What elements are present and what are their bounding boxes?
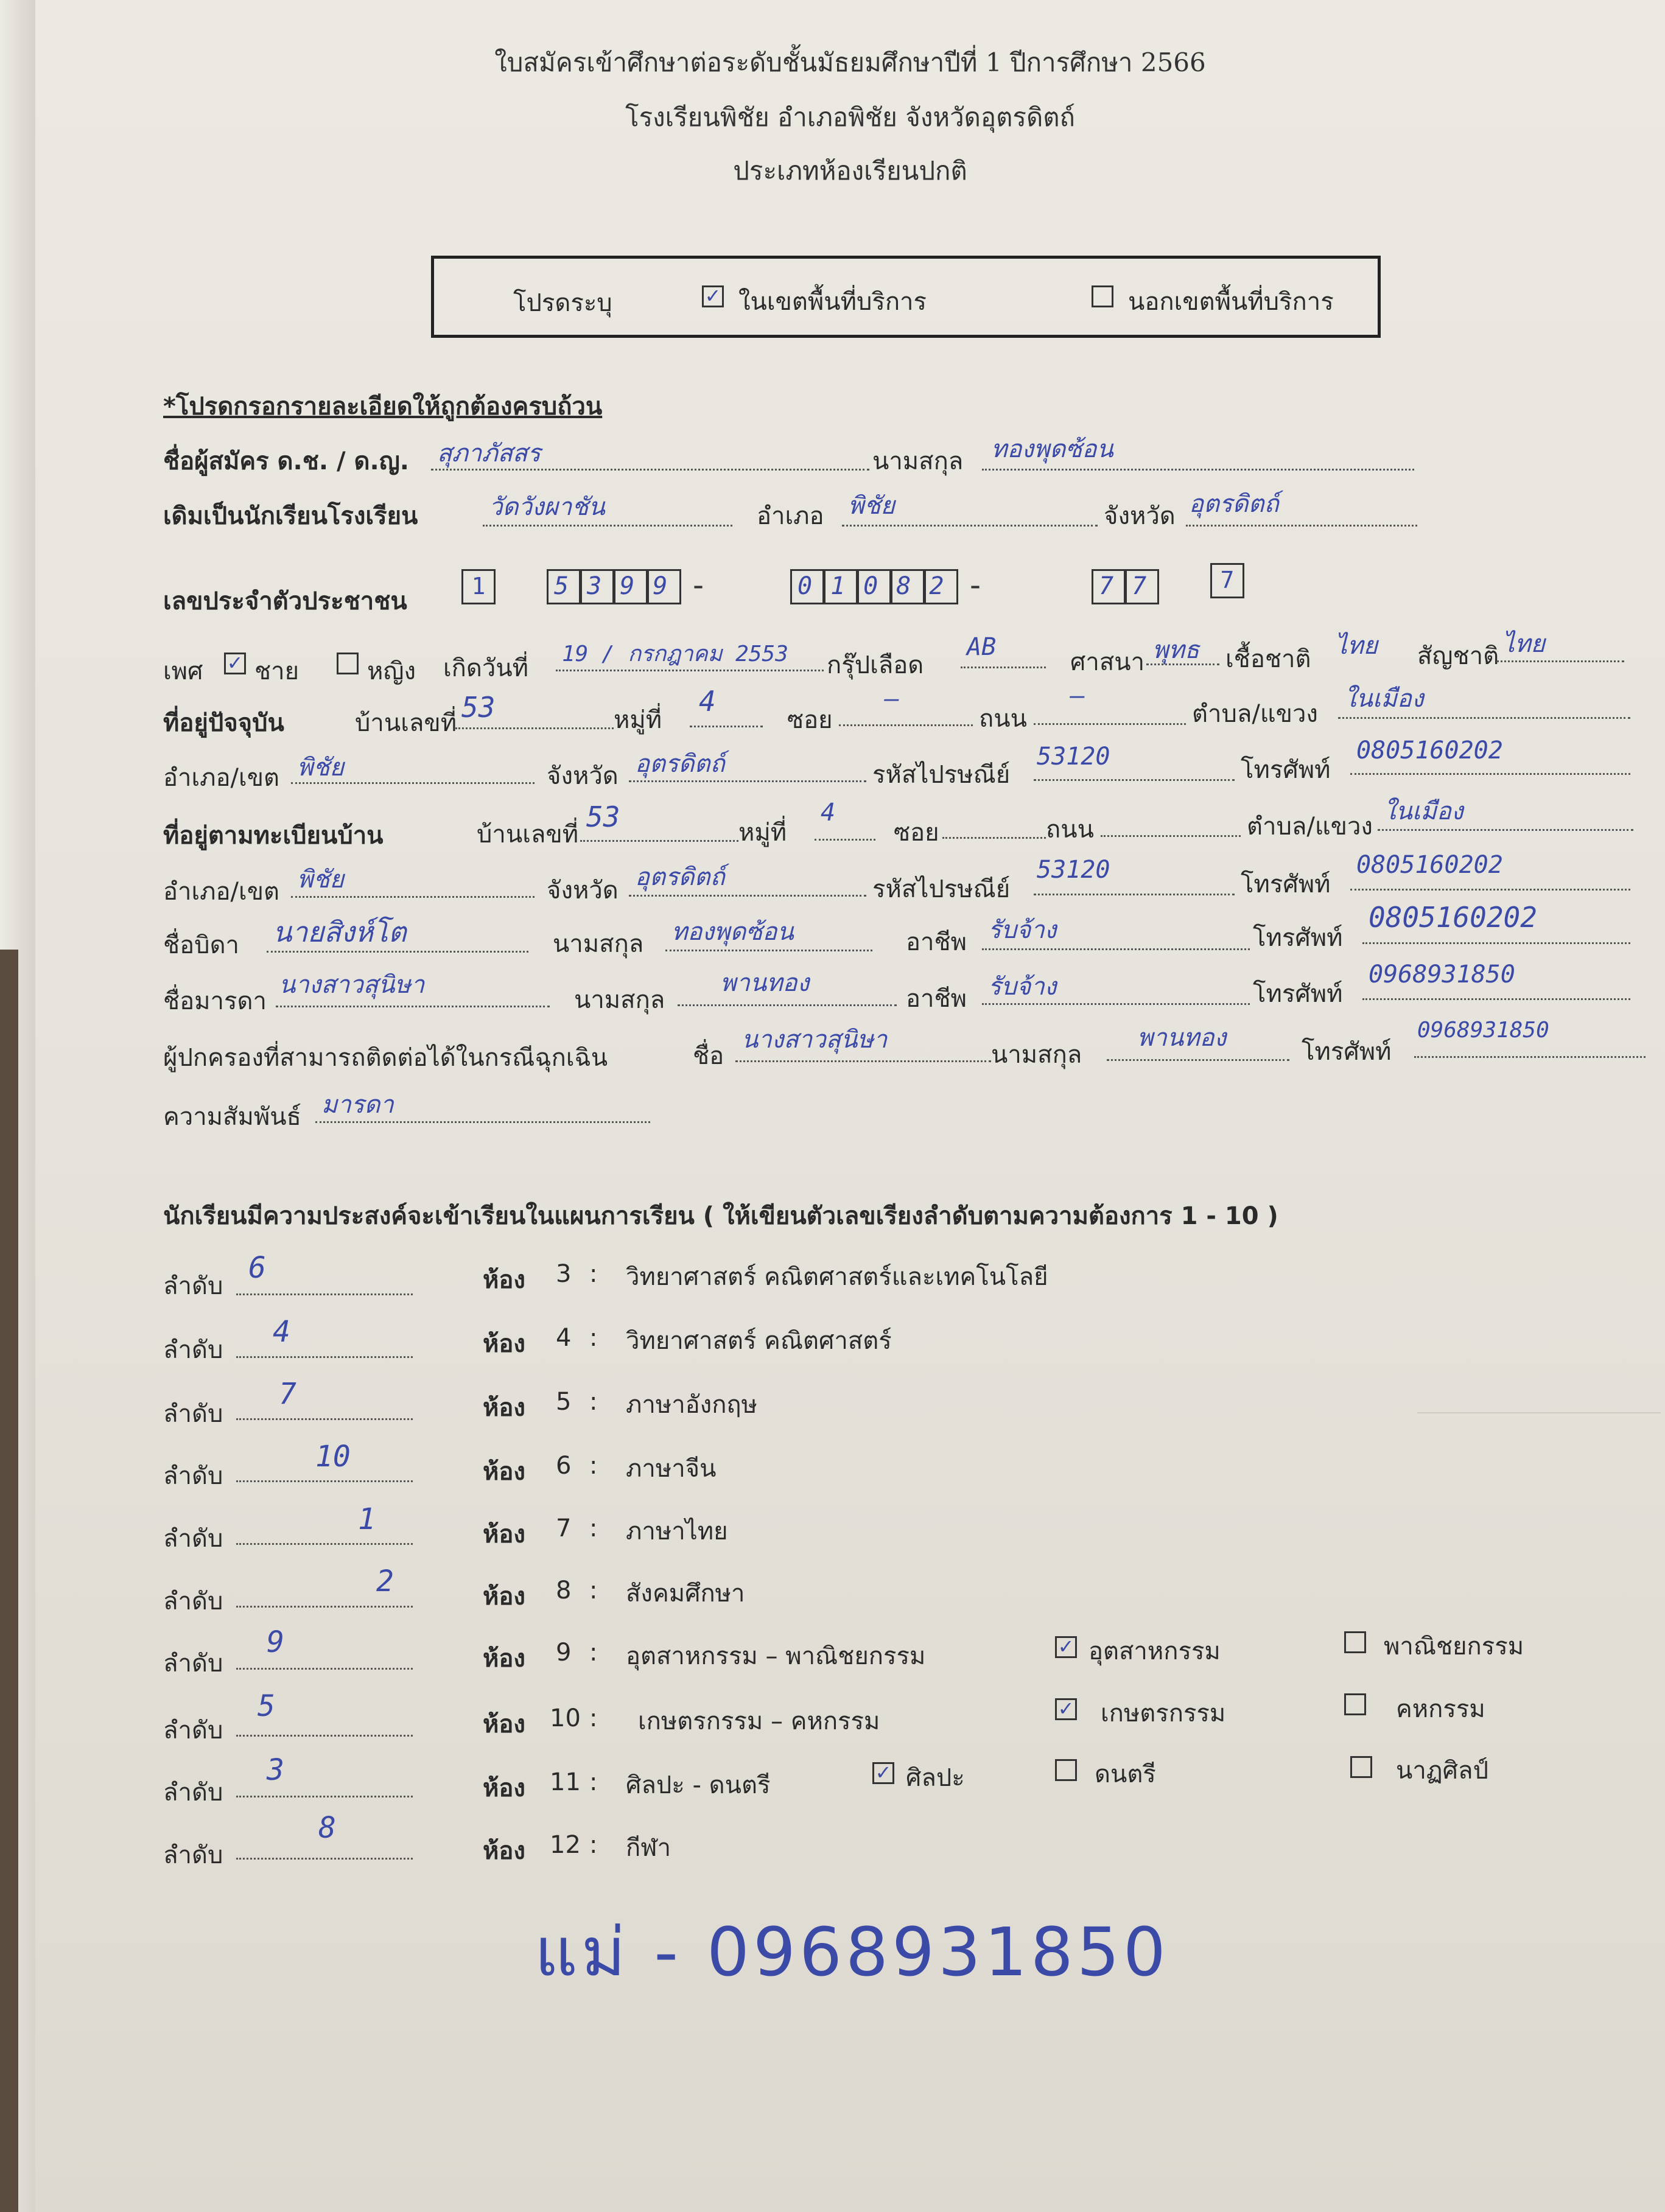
outside-area-label: นอกเขตพื้นที่บริการ xyxy=(1128,288,1334,316)
current-road-line xyxy=(1034,723,1186,725)
rank-value[interactable]: 9 xyxy=(267,1625,284,1659)
father-surname-line xyxy=(665,950,872,951)
registered-house-no-line xyxy=(580,840,738,842)
current-postal[interactable]: 53120 xyxy=(1037,743,1110,771)
father-name-line xyxy=(267,951,528,953)
registered-district-label: อำเภอ/เขต xyxy=(163,878,280,906)
inside-area-checkbox[interactable]: ✓ xyxy=(702,285,724,307)
current-soi-line xyxy=(839,724,973,726)
rank-value[interactable]: 8 xyxy=(318,1811,336,1845)
registered-subdistrict[interactable]: ในเมือง xyxy=(1384,797,1463,825)
birthdate-label: เกิดวันที่ xyxy=(443,654,529,682)
current-province-label: จังหวัด xyxy=(547,762,619,790)
rank-value[interactable]: 6 xyxy=(248,1251,266,1285)
national-id-label: เลขประจำตัวประชาชน xyxy=(163,587,407,615)
birthdate-line xyxy=(556,670,824,671)
current-district-label: อำเภอ/เขต xyxy=(163,764,280,792)
relation[interactable]: มารดา xyxy=(321,1091,394,1119)
guardian-phone-line xyxy=(1414,1056,1646,1058)
former-school-label: เดิมเป็นนักเรียนโรงเรียน xyxy=(163,502,418,530)
guardian-label: ผู้ปกครองที่สามารถติดต่อได้ในกรณีฉุกเฉิน xyxy=(163,1044,608,1072)
father-surname-label: นามสกุล xyxy=(553,930,644,958)
current-phone-label: โทรศัพท์ xyxy=(1241,756,1331,784)
form-type: ประเภทห้องเรียนปกติ xyxy=(733,156,967,186)
religion-label: ศาสนา xyxy=(1070,648,1145,676)
former-province[interactable]: อุตรดิตถ์ xyxy=(1189,490,1279,518)
blood-type[interactable]: AB xyxy=(967,633,997,661)
application-form: ใบสมัครเข้าศึกษาต่อระดับชั้นมัธยมศึกษาปีที่ 1 ปีการศึกษา 2566 โรงเรียนพิชัย อำเภอพิชัย จังหวัดอุตรดิตถ์ ประเภทห้องเรียนปกติ โปรดระบุ ✓ ในเขตพื้นที่บริการ นอกเขตพื้นที่บริการ *โปรดกรอกรายละเอียดให้ถูกต้องครบถ้วน ชื่อผู้สมัคร ด.ช. / ด.ญ. สุภาภัสสร นามสกุล ทองพุดซ้อน เดิมเป็นนักเรียนโรงเรียน วัดวังผาชัน อำเภอ พิชัย จังหวัด อุตรดิตถ์ เลขประจำตัวประชาชน 1 5399 - 01082 - 77 7 เพศ ✓ ชาย หญิง เกิดวันที่ 19 / กรกฎาคม 2553 กรุ๊ปเลือด AB ศาสนา พุทธ เชื้อชาติ ไทย สัญชาติ ไทย ที่อยู่ปัจจุบัน บ้านเลขที่ 53 หมู่ที่ 4 ซอย — ถนน — ตำบล/แขวง ในเมือง อำเภอ/เขต พิชัย จังหวัด อุตรดิตถ์ รหัสไปรษณีย์ 53120 โทรศัพท์ 0805160202 ที่อยู่ตามทะเบียนบ้าน บ้านเลขที่ 53 หมู่ที่ 4 ซอย ถนน ตำบล/แขวง ในเมือง อำเภอ/เขต พิชัย จังหวัด อุตรดิตถ์ รหัสไปรษณีย์ 53120 โทรศัพท์ 0805160202 ชื่อบิดา นายสิงห์โต นามสกุล ทองพุดซ้อน อาชีพ รับจ้าง โทรศัพท์ 0805160202 ชื่อมารดา นางสาวสุนิษา นามสกุล พานทอง อาชีพ รับจ้าง โทรศัพท์ 0968931850 ผู้ปกครองที่สามารถติดต่อได้ในกรณีฉุกเฉิน ชื่อ นางสาวสุนิษา นามสกุล พานทอง โทรศัพท์ 0968931850 ความสัมพันธ์ มารดา นักเรียนมีความประสงค์จะเข้าเรียนในแผนการเรียน ( ให้เขียนตัวเลขเรียงลำดับตามความต้องการ 1 - 10 ) ลำดับ 6 ห้อง 3 : วิทยาศาสตร์ คณิตศาสตร์และเทคโนโลยี ลำดับ 4 ห้อง 4 : วิทยาศาสตร์ คณิตศาสตร์ ลำดับ 7 ห้อง 5 : ภาษาอังกฤษ ลำดับ 10 ห้อง 6 : ภาษาจีน ลำดับ 1 ห้อง 7 : ภาษาไทย ลำดับ 2 ห้อง 8 : สังคมศึกษา ลำดับ 9 ห้อง 9 : อุตสาหกรรม – พาณิชยกรรม ✓ อุตสาหกรรม พาณิชยกรรม ลำดับ 5 ห้อง 10 : เกษตรกรรม – คหกรรม ✓ เกษตรกรรม คหกรรม ลำดับ 3 ห้อง 11 : ศิลปะ - ดนตรี ✓ ศิลปะ ดนตรี นาฏศิลป์ ลำดับ 8 ห้อง 12 : กีฬา แม่ - 0968931850 xyxy=(35,0,1665,2212)
agriculture-checkbox[interactable]: ✓ xyxy=(1055,1698,1077,1720)
female-label: หญิง xyxy=(367,657,416,685)
current-road[interactable]: — xyxy=(1070,682,1085,710)
music-checkbox[interactable] xyxy=(1055,1759,1077,1781)
registered-moo[interactable]: 4 xyxy=(821,799,836,827)
rank-value[interactable]: 2 xyxy=(376,1564,394,1598)
current-subdistrict-label: ตำบล/แขวง xyxy=(1192,700,1318,728)
registered-subdistrict-line xyxy=(1378,829,1633,831)
nationality-label: สัญชาติ xyxy=(1417,642,1499,670)
commerce-checkbox[interactable] xyxy=(1344,1631,1366,1653)
service-area-prompt: โปรดระบุ xyxy=(513,289,612,317)
registered-province-label: จังหวัด xyxy=(547,877,619,905)
registered-phone-line xyxy=(1350,889,1630,891)
rank-value[interactable]: 5 xyxy=(258,1689,275,1723)
surname-label: นามสกุล xyxy=(872,447,964,475)
table-surface xyxy=(0,950,18,2212)
mother-occupation[interactable]: รับจ้าง xyxy=(988,973,1057,1001)
former-district-line xyxy=(842,525,1098,527)
rank-value[interactable]: 7 xyxy=(279,1377,296,1411)
current-subdistrict[interactable]: ในเมือง xyxy=(1344,685,1424,713)
former-school-line xyxy=(483,525,732,527)
registered-province[interactable]: อุตรดิตถ์ xyxy=(635,863,725,891)
blood-label: กรุ๊ปเลือด xyxy=(827,651,924,679)
current-district[interactable]: พิชัย xyxy=(297,754,344,782)
registered-district-line xyxy=(291,896,535,898)
mother-phone-label: โทรศัพท์ xyxy=(1253,980,1343,1008)
mother-name-line xyxy=(276,1006,550,1007)
registered-address-label: ที่อยู่ตามทะเบียนบ้าน xyxy=(163,822,384,850)
current-house-no-label: บ้านเลขที่ xyxy=(355,709,457,737)
registered-province-line xyxy=(629,895,866,897)
registered-moo-line xyxy=(815,839,875,841)
guardian-name-line xyxy=(735,1060,991,1062)
father-label: ชื่อบิดา xyxy=(163,931,239,959)
current-province-line xyxy=(629,780,866,782)
applicant-first-name-line xyxy=(431,469,869,471)
mother-occupation-line xyxy=(982,1003,1250,1005)
applicant-surname-line xyxy=(982,469,1414,471)
father-occupation[interactable]: รับจ้าง xyxy=(988,916,1057,944)
current-moo[interactable]: 4 xyxy=(699,685,716,718)
former-province-label: จังหวัด xyxy=(1104,502,1176,530)
mother-name[interactable]: นางสาวสุนิษา xyxy=(279,971,425,999)
ethnicity[interactable]: ไทย xyxy=(1335,632,1378,660)
id-check-digit[interactable]: 7 xyxy=(1210,563,1244,598)
mother-phone-line xyxy=(1362,998,1630,1000)
registered-road-line xyxy=(1101,835,1241,837)
id-digit-1[interactable]: 1 xyxy=(461,569,496,604)
nationality[interactable]: ไทย xyxy=(1502,630,1545,658)
current-house-no-line xyxy=(455,727,614,729)
sex-label: เพศ xyxy=(163,657,203,685)
school-name: โรงเรียนพิชัย อำเภอพิชัย จังหวัดอุตรดิตถ์ xyxy=(625,102,1075,132)
registered-house-no[interactable]: 53 xyxy=(586,800,620,833)
birthdate[interactable]: 19 / กรกฎาคม 2553 xyxy=(562,642,788,667)
registered-postal[interactable]: 53120 xyxy=(1037,856,1110,884)
father-occupation-label: อาชีพ xyxy=(906,928,967,956)
father-phone-line xyxy=(1362,942,1630,944)
home-economics-checkbox[interactable] xyxy=(1344,1693,1366,1715)
applicant-name-label: ชื่อผู้สมัคร ด.ช. / ด.ญ. xyxy=(163,447,409,475)
female-checkbox[interactable] xyxy=(337,653,359,674)
current-address-label: ที่อยู่ปัจจุบัน xyxy=(163,709,284,737)
id-dash-2: - xyxy=(970,567,981,603)
outside-area-checkbox[interactable] xyxy=(1092,285,1113,307)
current-soi[interactable]: — xyxy=(885,685,900,713)
father-occupation-line xyxy=(982,948,1250,950)
relation-line xyxy=(315,1121,650,1123)
current-phone[interactable]: 0805160202 xyxy=(1356,737,1503,765)
current-subdistrict-line xyxy=(1338,717,1630,719)
current-district-line xyxy=(291,782,535,784)
registered-subdistrict-label: ตำบล/แขวง xyxy=(1247,813,1373,841)
handwritten-phone-note: แม่ - 0968931850 xyxy=(535,1913,1169,1991)
guardian-surname-line xyxy=(1107,1059,1289,1061)
margin-line xyxy=(1417,1412,1661,1413)
applicant-first-name[interactable]: สุภาภัสสร xyxy=(437,439,541,467)
registered-soi-line xyxy=(942,837,1046,839)
registered-district[interactable]: พิชัย xyxy=(297,866,344,894)
current-postal-line xyxy=(1034,779,1235,781)
mother-surname[interactable]: พานทอง xyxy=(720,969,810,997)
registered-soi-label: ซอย xyxy=(894,819,939,847)
mother-surname-line xyxy=(678,1004,897,1006)
instruction: *โปรดกรอกรายละเอียดให้ถูกต้องครบถ้วน xyxy=(163,393,603,421)
guardian-name-label: ชื่อ xyxy=(693,1042,724,1070)
father-name[interactable]: นายสิงห์โต xyxy=(273,915,407,948)
registered-phone-label: โทรศัพท์ xyxy=(1241,870,1331,898)
mother-phone[interactable]: 0968931850 xyxy=(1369,961,1515,989)
current-phone-line xyxy=(1350,773,1630,775)
male-checkbox[interactable]: ✓ xyxy=(224,653,246,674)
plan-heading: นักเรียนมีความประสงค์จะเข้าเรียนในแผนการเรียน ( ให้เขียนตัวเลขเรียงลำดับตามความต้องการ 1 - 10 ) xyxy=(163,1202,1278,1230)
guardian-name[interactable]: นางสาวสุนิษา xyxy=(741,1026,888,1054)
nationality-line xyxy=(1496,660,1624,662)
applicant-surname[interactable]: ทองพุดซ้อน xyxy=(991,435,1113,463)
former-province-line xyxy=(1186,525,1417,527)
ethnicity-label: เชื้อชาติ xyxy=(1225,645,1311,673)
male-label: ชาย xyxy=(254,657,300,685)
rank-value[interactable]: 10 xyxy=(315,1440,351,1474)
registered-postal-label: รหัสไปรษณีย์ xyxy=(872,875,1011,903)
relation-label: ความสัมพันธ์ xyxy=(163,1103,301,1131)
rank-value[interactable]: 3 xyxy=(267,1753,284,1787)
religion-line xyxy=(1146,663,1219,665)
father-phone-label: โทรศัพท์ xyxy=(1253,924,1343,952)
former-district-label: อำเภอ xyxy=(757,502,824,530)
rank-value[interactable]: 4 xyxy=(273,1315,290,1349)
registered-phone[interactable]: 0805160202 xyxy=(1356,851,1503,879)
blood-line xyxy=(961,667,1046,668)
former-school[interactable]: วัดวังผาชัน xyxy=(489,493,605,521)
guardian-surname-label: นามสกุล xyxy=(991,1041,1082,1069)
religion[interactable]: พุทธ xyxy=(1152,636,1200,664)
form-title: ใบสมัครเข้าศึกษาต่อระดับชั้นมัธยมศึกษาปีที่ 1 ปีการศึกษา 2566 xyxy=(494,47,1206,77)
industry-checkbox[interactable]: ✓ xyxy=(1055,1636,1077,1658)
mother-label: ชื่อมารดา xyxy=(163,987,267,1015)
art-checkbox[interactable]: ✓ xyxy=(872,1762,894,1784)
registered-house-no-label: บ้านเลขที่ xyxy=(477,821,579,849)
id-dash-1: - xyxy=(693,567,704,603)
father-phone[interactable]: 0805160202 xyxy=(1369,901,1537,934)
mother-occupation-label: อาชีพ xyxy=(906,985,967,1013)
former-district[interactable]: พิชัย xyxy=(848,492,895,520)
current-soi-label: ซอย xyxy=(787,706,833,734)
rank-value[interactable]: 1 xyxy=(358,1502,376,1536)
registered-moo-label: หมู่ที่ xyxy=(738,819,787,847)
current-moo-label: หมู่ที่ xyxy=(614,706,662,734)
guardian-phone[interactable]: 0968931850 xyxy=(1417,1018,1549,1043)
guardian-surname[interactable]: พานทอง xyxy=(1137,1024,1227,1052)
dance-checkbox[interactable] xyxy=(1350,1756,1372,1778)
service-area-box xyxy=(431,256,1381,338)
current-postal-label: รหัสไปรษณีย์ xyxy=(872,761,1011,789)
inside-area-label: ในเขตพื้นที่บริการ xyxy=(738,288,927,316)
current-house-no[interactable]: 53 xyxy=(461,691,496,724)
current-moo-line xyxy=(690,726,763,727)
guardian-phone-label: โทรศัพท์ xyxy=(1302,1038,1392,1066)
registered-road-label: ถนน xyxy=(1046,816,1094,844)
current-province[interactable]: อุตรดิตถ์ xyxy=(635,750,725,778)
father-surname[interactable]: ทองพุดซ้อน xyxy=(671,918,794,946)
mother-surname-label: นามสกุล xyxy=(574,986,665,1014)
current-road-label: ถนน xyxy=(979,705,1027,733)
registered-postal-line xyxy=(1034,894,1235,895)
